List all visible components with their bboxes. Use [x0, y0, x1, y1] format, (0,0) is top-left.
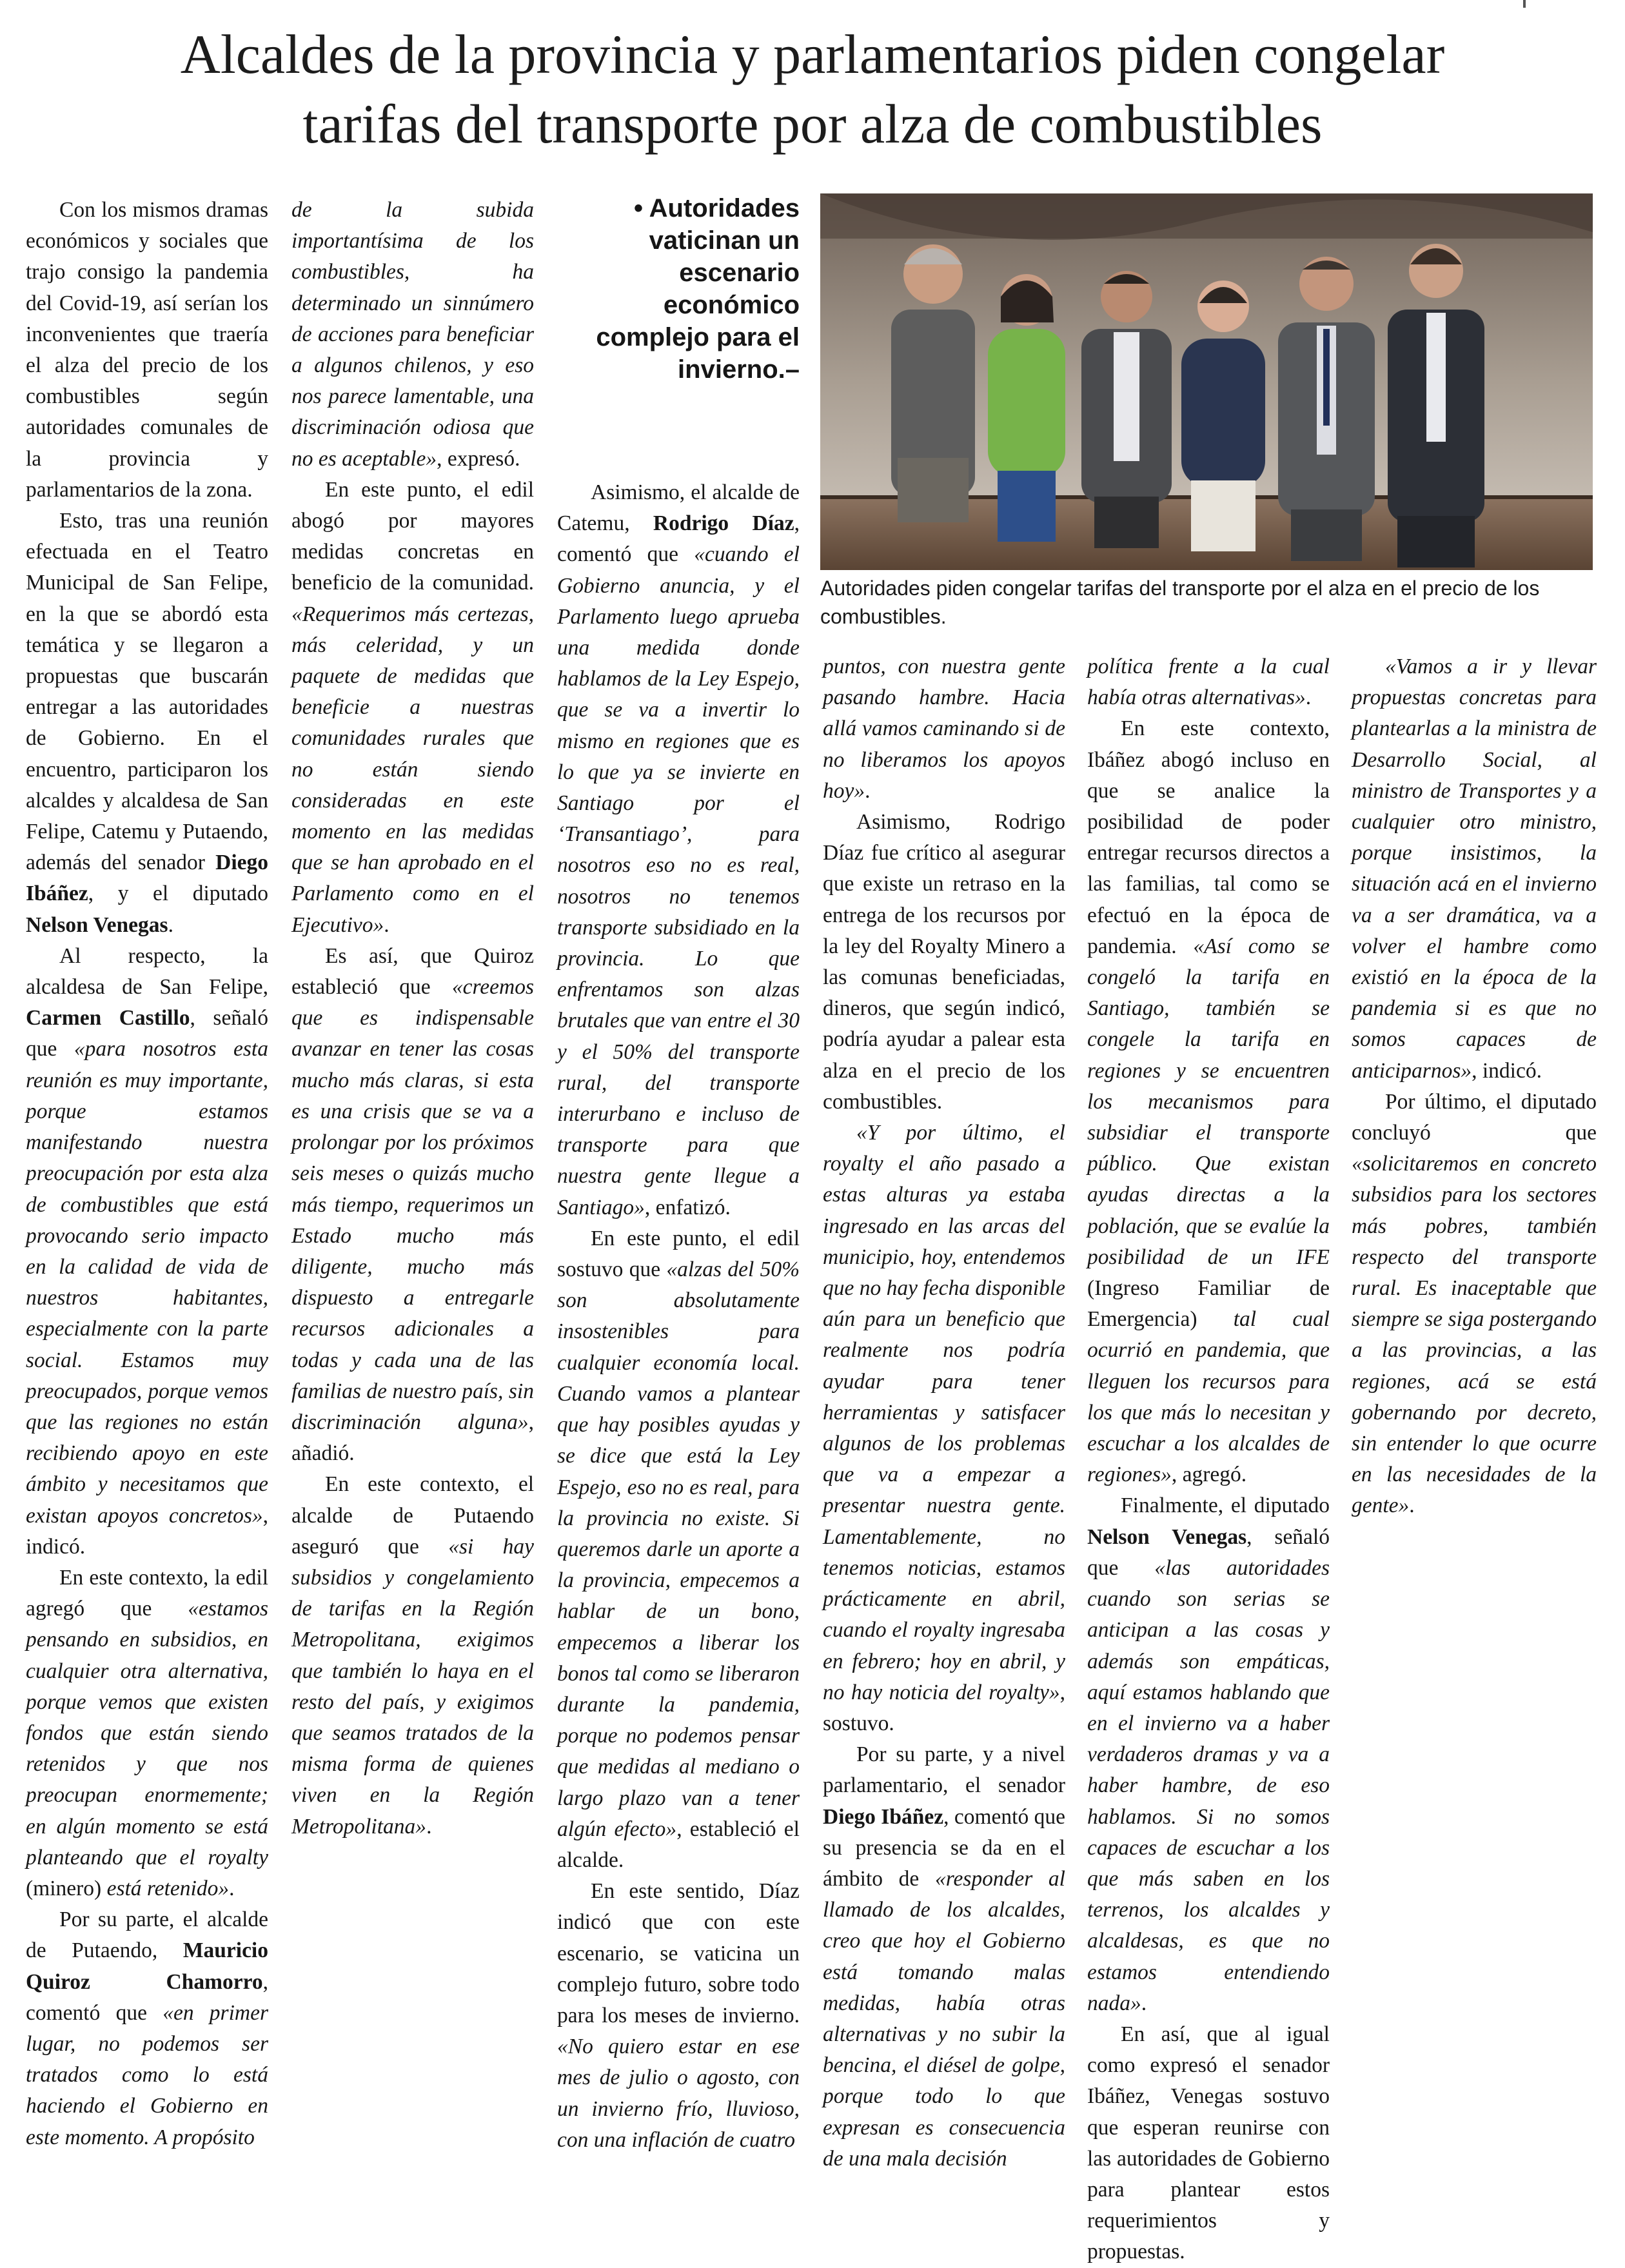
pull-quote: • Autoridades vaticinan un escenario económico complejo para el invierno.–	[596, 194, 800, 384]
paragraph-9-mid: , comentó que	[557, 511, 800, 567]
paragraph-16	[1087, 1490, 1330, 2018]
paragraph-3-text: Al respecto, la alcaldesa de San Felipe,	[26, 943, 268, 1000]
paragraph-15	[1087, 713, 1330, 1490]
paragraph-9-quote: «cuando el Gobierno anuncia, y el Parlamento luego aprueba una medida donde hablamos de la Ley Espejo, que se va a invertir lo mismo en regiones que es lo que ya se invierte en Santiago por el ‘Transantiago’, para nosotros eso no es real, nosotros no tenemos transporte subsidiado en la provincia. Lo que enfrentamos son alzas brutales que van entre el 30 y el 50% del transporte rural, del transporte interurbano e incluso de transporte para que nuestra gente llegue a Santiago»	[557, 542, 800, 1219]
paragraph-14	[823, 1739, 1065, 2174]
paragraph-6-end: .	[384, 912, 389, 937]
paragraph-4-text: En este contexto, la edil agregó que	[26, 1565, 268, 1621]
paragraph-5-quote: de la subida importantísima de los combustibles, ha determinado un sinnúmero de acciones para beneficiar a algunos chilenos, y eso nos parece lamentable, una discriminación odiosa que no es aceptable»	[291, 198, 534, 471]
headline-line-1: Alcaldes de la provincia y parlamentarios piden congelar	[180, 23, 1445, 85]
paragraph-4-end: .	[229, 1876, 235, 1900]
paragraph-2-text: Esto, tras una reunión efectuada en el Teatro Municipal de San Felipe, en la que se abordó esta temática y se llegaron a propuestas que buscarán entregar a las autoridades de Gobierno. En el encuentro, participaron los alcaldes y alcaldesa de San Felipe, Catemu y Putaendo, además del senador	[26, 509, 268, 875]
paragraph-3-mid: , señaló que	[26, 1006, 268, 1061]
headline-line-2: tarifas del transporte por alza de combustibles	[302, 93, 1323, 155]
paragraph-9-end: , enfatizó.	[644, 1195, 731, 1219]
paragraph-10	[557, 1223, 800, 1876]
paragraph-3-quote: «para nosotros esta reunión es muy importante, porque estamos manifestando nuestra preocupación por esta alza de combustibles que está provocando serio impacto en la calidad de vida de nuestros habitantes, especialmente con la parte social. Estamos muy preocupados, porque vemos que las regiones no están recibiendo apoyo en este ámbito y necesitamos que existan apoyos concretos»	[26, 1037, 268, 1528]
paragraph-7-text: Es así, que Quiroz estableció que	[291, 943, 534, 1000]
article-column-3	[557, 477, 800, 2181]
paragraph-7	[291, 941, 534, 1469]
article-column-2	[291, 195, 534, 2181]
paragraph-4-mid: (minero)	[26, 1876, 107, 1900]
paragraph-19	[1352, 1087, 1597, 1522]
paragraph-14-mid: , comentó que su presencia se da en el ámbito de	[823, 1804, 1065, 1891]
paragraph-5-end: , expresó.	[437, 446, 520, 471]
paragraph-8	[291, 1469, 534, 1842]
paragraph-15-end: , agregó.	[1171, 1463, 1247, 1487]
paragraph-14-quote: política frente a la cual había otras alternativas»	[1087, 655, 1330, 710]
paragraph-11-text: En este sentido, Díaz indicó que con este escenario, se vaticina un complejo futuro, sobre todo para los meses de invierno.	[557, 1879, 800, 2027]
paragraph-9-text: Asimismo, el alcalde de Catemu,	[557, 480, 800, 536]
paragraph-19-end: .	[1409, 1494, 1415, 1518]
article-column-6	[1352, 651, 1597, 2181]
paragraph-13-quote: «Y por último, el royalty el año pasado a estas alturas ya estaba ingresado en las arcas del municipio, hoy, entendemos que no hay fecha disponible aún para un beneficio que realmente nos podría ayudar para tener herramientas y satisfacer algunos de los problemas que va a empezar a presentar nuestra gente. Lamentablemente, no tenemos noticias, estamos prácticamente en abril, cuando el royalty ingresaba en febrero; hoy en abril, y no hay noticia del royalty»	[823, 1121, 1065, 1704]
paragraph-4-quote-a: «estamos pensando en subsidios, en cualquier otra alternativa, porque vemos que existen fondos que están siendo retenidos y que nos preocupan enormemente; en algún momento se está planteando que el royalty	[26, 1597, 268, 1869]
paragraph-2-end: .	[168, 912, 173, 937]
paragraph-10-text: En este punto, el edil sostuvo que	[557, 1226, 800, 1282]
paragraph-5-mid: , comentó que	[26, 1969, 268, 2025]
paragraph-6-quote: «Requerimos más certezas, más celeridad, y un paquete de medidas que beneficie a nuestras comunidades rurales que no están siendo consideradas en este momento en las medidas que se han aprobado en el Parlamento como en el Ejecutivo»	[291, 602, 534, 937]
paragraph-5-quote: «en primer lugar, no podemos ser tratados como lo está haciendo el Gobierno en este momento. A propósito	[26, 2000, 268, 2149]
paragraph-13	[823, 1118, 1065, 1739]
paragraph-8-quote: «si hay subsidios y congelamiento de tarifas en la Región Metropolitana, exigimos que también lo haya en el resto del país, y exigimos que seamos tratados de la misma forma de quienes viven en la Región Metropolitana»	[291, 1534, 534, 1839]
paragraph-16-quote: «las autoridades cuando son serias se anticipan a las cosas y además son empáticas, aquí estamos hablando que en el invierno va a haber verdaderos dramas y va a haber hambre, de eso hablamos. Si no somos capaces de escuchar a los que más saben en los terrenos, los alcaldes y alcaldesas, es que no estamos entendiendo nada»	[1087, 1555, 1330, 2015]
mayor-name: Mauricio Quiroz Chamorro	[26, 1938, 268, 1994]
paragraph-15-mid: (Ingreso Familiar de Emergencia)	[1087, 1276, 1330, 1332]
paragraph-10-end: , estableció el alcalde.	[557, 1817, 800, 1872]
paragraph-2-mid: , y el diputado	[88, 882, 268, 906]
paragraph-16-mid: , señaló que	[1087, 1524, 1330, 1580]
paragraph-12: Asimismo, Rodrigo Díaz fue crítico al asegurar que existe un retraso en la entrega de los recursos por la ley del Royalty Minero a las comunas beneficiadas, dineros, que según indicó, podría ayudar a palear esta alza en el precio de los combustibles.	[823, 810, 1065, 1114]
news-photo-image	[820, 193, 1593, 570]
paragraph-5	[291, 195, 534, 475]
paragraph-4-quote-b: está retenido»	[106, 1876, 230, 1900]
deputy-name: Nelson Venegas	[26, 912, 168, 937]
paragraph-7-quote: «creemos que es indispensable avanzar en tener las cosas mucho más claras, si esta es una crisis que se va a prolongar por los próximos seis meses o quizás mucho más tiempo, requerimos un Estado mucho más diligente, mucho más dispuesto a entregarle recursos adicionales a todas y cada una de las familias de nuestro país, sin discriminación alguna»	[291, 975, 534, 1434]
paragraph-9	[557, 477, 800, 1223]
article-column-5	[1087, 651, 1330, 2264]
paragraph-16-end: .	[1141, 1991, 1147, 2015]
paragraph-6-text: En este punto, el edil abogó por mayores medidas concretas en beneficio de la comunidad.	[291, 477, 534, 595]
paragraph-14-quote: «responder al llamado de los alcaldes, creo que hoy el Gobierno está tomando malas medidas, había otras alternativas y no subir la bencina, el diésel de golpe, porque todo lo que expresan es consecuencia de una mala decisión	[823, 1866, 1065, 2171]
paragraph-11	[823, 651, 1065, 807]
paragraph-15-text: En este contexto, Ibáñez abogó incluso en que se analice la posibilidad de poder entregar recursos directos a las familias, tal como se efectuó en la época de pandemia.	[1087, 716, 1330, 958]
senator-name: Diego Ibáñez	[823, 1804, 944, 1829]
paragraph-15-quote-a: «Así como se congeló la tarifa en Santiago, también se congele la tarifa en regiones y se encuentren los mecanismos para subsidiar el transporte público. Que existan ayudas directas a la población, que se evalúe la posibilidad de un IFE	[1087, 934, 1330, 1269]
mayor-name: Rodrigo Díaz	[653, 511, 794, 536]
headline	[52, 19, 1573, 159]
paragraph-8-end: .	[426, 1814, 432, 1839]
paragraph-16-text: Finalmente, el diputado	[1121, 1494, 1330, 1518]
senator-name: Diego Ibáñez	[26, 851, 268, 906]
news-photo	[820, 193, 1593, 570]
paragraph-18-quote: «Vamos a ir y llevar propuestas concretas para plantearlas a la ministra de Desarrollo Social, al ministro de Transportes y a cualquier otro ministro, porque insistimos, la situación acá en el invierno va a ser dramática, va a volver el hambre como existió en la época de la pandemia si es que no somos capaces de anticiparnos»	[1352, 655, 1597, 1083]
paragraph-1: Con los mismos dramas económicos y sociales que trajo consigo la pandemia del Covid-19, así serían los inconvenientes que traería el alza del precio de los combustibles según autoridades comunales de la provincia y parlamentarios de la zona.	[26, 198, 268, 502]
paragraph-11-quote: puntos, con nuestra gente pasando hambre. Hacia allá vamos caminando si de no liberamos los apoyos hoy»	[823, 655, 1065, 803]
paragraph-19-text: Por último, el diputado concluyó que	[1352, 1089, 1597, 1145]
paragraph-11	[557, 1876, 800, 2156]
paragraph-8-text: En este contexto, el alcalde de Putaendo aseguró que	[291, 1472, 534, 1559]
paragraph-13-end: , sostuvo.	[823, 1680, 1065, 1735]
paragraph-3-end: , indicó.	[26, 1503, 268, 1559]
article-column-1	[26, 195, 268, 2181]
paragraph-5-text: Por su parte, el alcalde de Putaendo,	[26, 1908, 268, 1963]
paragraph-14-end: .	[1305, 685, 1312, 710]
paragraph-3	[26, 941, 268, 1563]
paragraph-17: En así, que al igual como expresó el senador Ibáñez, Venegas sostuvo que esperan reunirse con las autoridades de Gobierno para plantear estos requerimientos y propuestas.	[1087, 2022, 1330, 2264]
paragraph-6	[291, 475, 534, 941]
paragraph-15-quote-b: tal cual ocurrió en pandemia, que lleguen los recursos para los que más lo necesitan y escuchar a los alcaldes de regiones»	[1087, 1307, 1330, 1487]
photo-caption: Autoridades piden congelar tarifas del transporte por el alza en el precio de los combustibles.	[820, 577, 1540, 628]
page-corner-mark	[1523, 0, 1526, 8]
paragraph-18-end: , indicó.	[1472, 1058, 1542, 1083]
paragraph-10-quote: «alzas del 50% son absolutamente insostenibles para cualquier economía local. Cuando vamos a plantear que hay posibles ayudas y se dice que está la Ley Espejo, eso no es real, para la provincia no existe. Si queremos darle un aporte a la provincia, empecemos a hablar de un bono, empecemos a liberar los bonos tal como se liberaron durante la pandemia, porque no podemos pensar que medidas al mediano o largo plazo van a tener algún efecto»	[557, 1257, 800, 1841]
paragraph-5	[26, 1904, 268, 2153]
paragraph-4	[26, 1563, 268, 1904]
paragraph-14	[1087, 651, 1330, 713]
deputy-name: Nelson Venegas	[1087, 1524, 1247, 1549]
paragraph-19-quote: «solicitaremos en concreto subsidios para los sectores más pobres, también respecto del transporte rural. Es inaceptable que siempre se siga postergando a las provincias, a las regiones, acá se está gobernando por decreto, sin entender lo que ocurre en las necesidades de la gente»	[1352, 1152, 1597, 1518]
paragraph-11-quote: «No quiero estar en ese mes de julio o agosto, con un invierno frío, lluvioso, con una inflación de cuatro	[557, 2035, 800, 2152]
paragraph-11-end: .	[865, 778, 871, 803]
article-column-4	[823, 651, 1065, 2181]
paragraph-7-end: , añadió.	[291, 1410, 534, 1466]
paragraph-18	[1352, 651, 1597, 1087]
paragraph-14-text: Por su parte, y a nivel parlamentario, el senador	[823, 1742, 1065, 1798]
paragraph-2	[26, 506, 268, 941]
mayor-name: Carmen Castillo	[26, 1006, 190, 1030]
